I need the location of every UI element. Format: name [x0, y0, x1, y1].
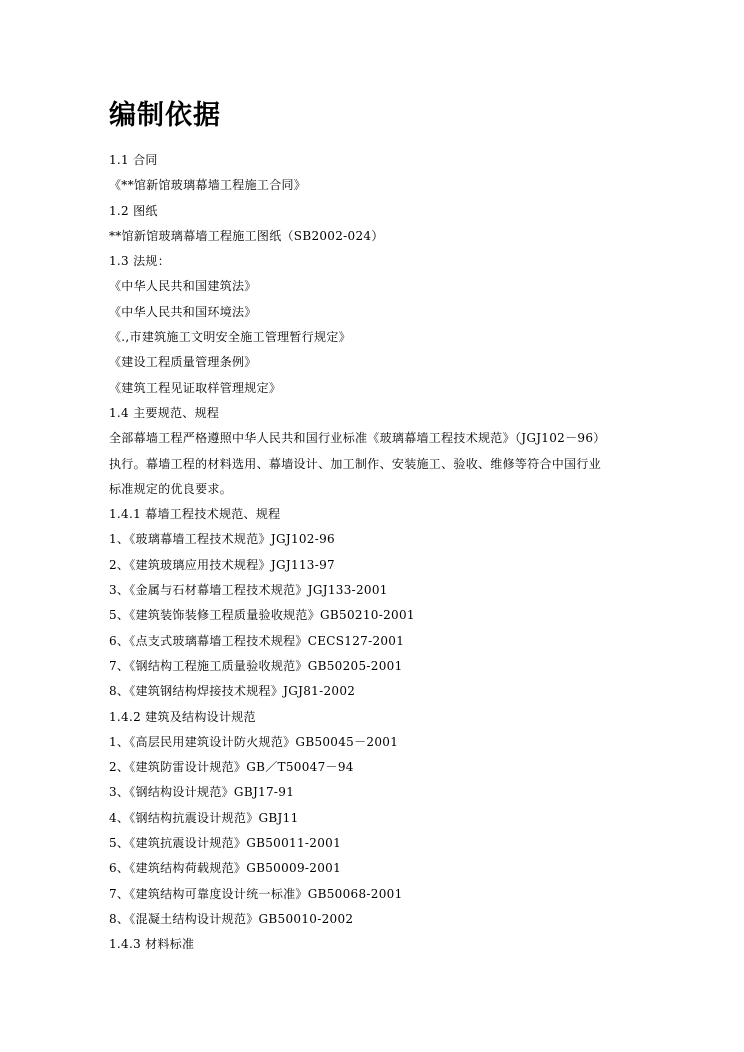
list-item: 5、《建筑抗震设计规范》GB50011-2001 [109, 836, 342, 851]
list-item: 1、《高层民用建筑设计防火规范》GB50045－2001 [109, 734, 399, 749]
document-body [109, 148, 649, 958]
text-line: 《建筑工程见证取样管理规定》 [109, 380, 282, 395]
section-heading: 1.4.3 材料标准 [109, 937, 195, 952]
list-item: 5、《建筑装饰装修工程质量验收规范》GB50210-2001 [109, 608, 415, 623]
text-line: 《中华人民共和国环境法》 [109, 304, 257, 319]
list-item: 8、《建筑钢结构焊接技术规程》JGJ81-2002 [109, 684, 356, 699]
text-line: 《建设工程质量管理条例》 [109, 355, 257, 370]
list-item: 6、《建筑结构荷载规范》GB50009-2001 [109, 861, 342, 876]
list-item: 3、《金属与石材幕墙工程技术规范》JGJ133-2001 [109, 583, 388, 598]
paragraph-line: 全部幕墙工程严格遵照中华人民共和国行业标准《玻璃幕墙工程技术规范》（JGJ102－96） [109, 431, 606, 446]
list-item: 8、《混凝土结构设计规范》GB50010-2002 [109, 911, 354, 926]
text-line: 《.,市建筑施工文明安全施工管理暂行规定》 [109, 330, 351, 345]
list-item: 7、《建筑结构可靠度设计统一标准》GB50068-2001 [109, 886, 403, 901]
section-heading: 1.2 图纸 [109, 203, 158, 218]
text-line: 《**馆新馆玻璃幕墙工程施工合同》 [109, 178, 307, 193]
list-item: 7、《钢结构工程施工质量验收规范》GB50205-2001 [109, 658, 403, 673]
section-heading: 1.3 法规： [109, 254, 170, 269]
list-item: 3、《钢结构设计规范》GBJ17-91 [109, 785, 295, 800]
section-heading: 1.4 主要规范、规程 [109, 405, 220, 420]
section-heading: 1.4.1 幕墙工程技术规范、规程 [109, 507, 281, 522]
list-item: 4、《钢结构抗震设计规范》GBJ11 [109, 810, 299, 825]
list-item: 2、《建筑玻璃应用技术规程》JGJ113-97 [109, 557, 335, 572]
list-item: 1、《玻璃幕墙工程技术规范》JGJ102-96 [109, 532, 335, 547]
paragraph-line: 标准规定的优良要求。 [109, 481, 233, 496]
list-item: 2、《建筑防雷设计规范》GB／T50047－94 [109, 760, 354, 775]
list-item: 6、《点支式玻璃幕墙工程技术规程》CECS127-2001 [109, 633, 405, 648]
text-line: 《中华人民共和国建筑法》 [109, 279, 257, 294]
text-line: **馆新馆玻璃幕墙工程施工图纸（SB2002-024） [109, 228, 384, 243]
section-heading: 1.1 合同 [109, 153, 158, 167]
paragraph-line: 执行。幕墙工程的材料选用、幕墙设计、加工制作、安装施工、验收、维修等符合中国行业 [109, 456, 602, 471]
section-heading: 1.4.2 建筑及结构设计规范 [109, 709, 256, 724]
page-title: 编制依据 [109, 100, 221, 131]
